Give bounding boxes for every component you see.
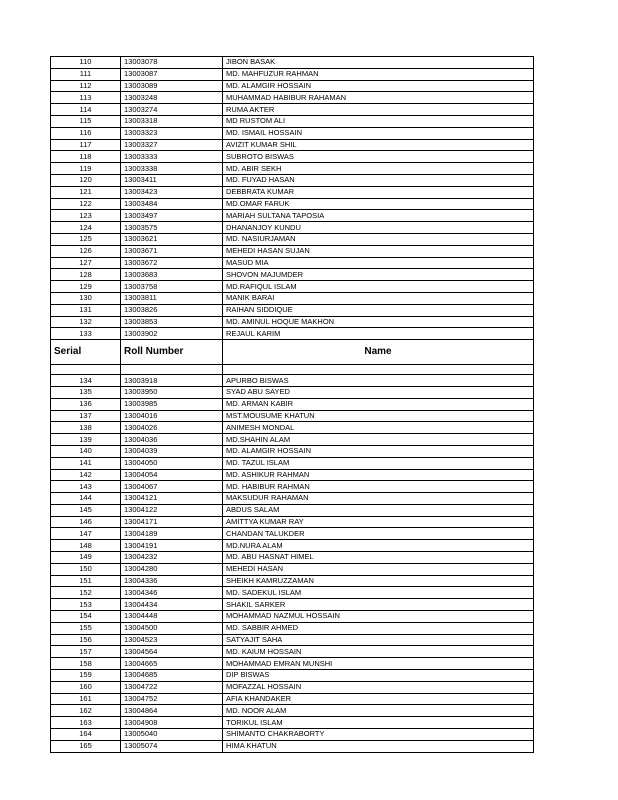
name-cell: MD. AMINUL HOQUE MAKHON bbox=[223, 316, 534, 328]
name-cell: SYAD ABU SAYED bbox=[223, 386, 534, 398]
table-row bbox=[51, 504, 534, 516]
roll-number-cell: 13004232 bbox=[121, 552, 223, 564]
spacer-row bbox=[51, 365, 534, 375]
table-row bbox=[51, 139, 534, 151]
serial-cell: 150 bbox=[51, 563, 121, 575]
name-cell: MD.OMAR FARUK bbox=[223, 198, 534, 210]
roll-number-cell: 13003497 bbox=[121, 210, 223, 222]
name-cell: MUHAMMAD HABIBUR RAHAMAN bbox=[223, 92, 534, 104]
roll-number-cell: 13003918 bbox=[121, 375, 223, 387]
table-row bbox=[51, 304, 534, 316]
name-cell: AMITTYA KUMAR RAY bbox=[223, 516, 534, 528]
serial-cell: 112 bbox=[51, 80, 121, 92]
serial-cell: 129 bbox=[51, 281, 121, 293]
table-row bbox=[51, 622, 534, 634]
serial-cell: 153 bbox=[51, 599, 121, 611]
serial-cell: 141 bbox=[51, 457, 121, 469]
table-row bbox=[51, 386, 534, 398]
table-row bbox=[51, 422, 534, 434]
spacer-cell bbox=[223, 365, 534, 375]
serial-cell: 151 bbox=[51, 575, 121, 587]
roll-number-cell: 13004039 bbox=[121, 445, 223, 457]
name-cell: MEHEDI HASAN bbox=[223, 563, 534, 575]
roster-table bbox=[50, 56, 534, 753]
name-cell: MD.SHAHIN ALAM bbox=[223, 434, 534, 446]
name-cell: MD. ALAMGIR HOSSAIN bbox=[223, 445, 534, 457]
table-row bbox=[51, 57, 534, 69]
roll-number-cell: 13004434 bbox=[121, 599, 223, 611]
table-row bbox=[51, 245, 534, 257]
roll-number-cell: 13003621 bbox=[121, 233, 223, 245]
header-name: Name bbox=[223, 340, 534, 365]
roll-number-cell: 13004336 bbox=[121, 575, 223, 587]
table-row bbox=[51, 104, 534, 116]
table-row bbox=[51, 281, 534, 293]
name-cell: MOFAZZAL HOSSAIN bbox=[223, 681, 534, 693]
name-cell: MD. ABU HASNAT HIMEL bbox=[223, 552, 534, 564]
name-cell: CHANDAN TALUKDER bbox=[223, 528, 534, 540]
name-cell: SHEIKH KAMRUZZAMAN bbox=[223, 575, 534, 587]
serial-cell: 113 bbox=[51, 92, 121, 104]
table-row bbox=[51, 92, 534, 104]
serial-cell: 149 bbox=[51, 552, 121, 564]
serial-cell: 136 bbox=[51, 398, 121, 410]
roll-number-cell: 13003758 bbox=[121, 281, 223, 293]
name-cell: AFIA KHANDAKER bbox=[223, 693, 534, 705]
serial-cell: 152 bbox=[51, 587, 121, 599]
serial-cell: 155 bbox=[51, 622, 121, 634]
serial-cell: 145 bbox=[51, 504, 121, 516]
table-row bbox=[51, 375, 534, 387]
serial-cell: 148 bbox=[51, 540, 121, 552]
table-row bbox=[51, 410, 534, 422]
table-row bbox=[51, 127, 534, 139]
serial-cell: 163 bbox=[51, 717, 121, 729]
serial-cell: 158 bbox=[51, 658, 121, 670]
name-cell: SHAKIL SARKER bbox=[223, 599, 534, 611]
roll-number-cell: 13003853 bbox=[121, 316, 223, 328]
serial-cell: 123 bbox=[51, 210, 121, 222]
name-cell: MD. KAIUM HOSSAIN bbox=[223, 646, 534, 658]
roll-number-cell: 13004500 bbox=[121, 622, 223, 634]
roll-number-cell: 13003985 bbox=[121, 398, 223, 410]
name-cell: MARIAH SULTANA TAPOSIA bbox=[223, 210, 534, 222]
name-cell: REJAUL KARIM bbox=[223, 328, 534, 340]
table-row bbox=[51, 186, 534, 198]
roll-number-cell: 13004067 bbox=[121, 481, 223, 493]
table-row bbox=[51, 163, 534, 175]
name-cell: MD.RAFIQUL ISLAM bbox=[223, 281, 534, 293]
roll-number-cell: 13003950 bbox=[121, 386, 223, 398]
name-cell: SHIMANTO CHAKRABORTY bbox=[223, 729, 534, 741]
roll-number-cell: 13004191 bbox=[121, 540, 223, 552]
roll-number-cell: 13003826 bbox=[121, 304, 223, 316]
table-row bbox=[51, 257, 534, 269]
name-cell: SATYAJIT SAHA bbox=[223, 634, 534, 646]
table-row bbox=[51, 587, 534, 599]
roll-number-cell: 13003327 bbox=[121, 139, 223, 151]
name-cell: MOHAMMAD NAZMUL HOSSAIN bbox=[223, 611, 534, 623]
name-cell: DEBBRATA KUMAR bbox=[223, 186, 534, 198]
serial-cell: 127 bbox=[51, 257, 121, 269]
serial-cell: 139 bbox=[51, 434, 121, 446]
table-row bbox=[51, 528, 534, 540]
serial-cell: 147 bbox=[51, 528, 121, 540]
serial-cell: 137 bbox=[51, 410, 121, 422]
table-row bbox=[51, 740, 534, 752]
table-row bbox=[51, 705, 534, 717]
roll-number-cell: 13004026 bbox=[121, 422, 223, 434]
serial-cell: 162 bbox=[51, 705, 121, 717]
roll-number-cell: 13004752 bbox=[121, 693, 223, 705]
serial-cell: 117 bbox=[51, 139, 121, 151]
serial-cell: 134 bbox=[51, 375, 121, 387]
roll-number-cell: 13004122 bbox=[121, 504, 223, 516]
name-cell: SHOVON MAJUMDER bbox=[223, 269, 534, 281]
name-cell: MD. SABBIR AHMED bbox=[223, 622, 534, 634]
table-row bbox=[51, 233, 534, 245]
table-row bbox=[51, 434, 534, 446]
name-cell: MST.MOUSUME KHATUN bbox=[223, 410, 534, 422]
roll-number-cell: 13004685 bbox=[121, 670, 223, 682]
roll-number-cell: 13004523 bbox=[121, 634, 223, 646]
table-row bbox=[51, 658, 534, 670]
table-row bbox=[51, 729, 534, 741]
name-cell: MD. FUYAD HASAN bbox=[223, 174, 534, 186]
roll-number-cell: 13003323 bbox=[121, 127, 223, 139]
name-cell: AVIZIT KUMAR SHIL bbox=[223, 139, 534, 151]
serial-cell: 119 bbox=[51, 163, 121, 175]
name-cell: MASUD MIA bbox=[223, 257, 534, 269]
roll-number-cell: 13003902 bbox=[121, 328, 223, 340]
table-row bbox=[51, 316, 534, 328]
spacer-cell bbox=[121, 365, 223, 375]
name-cell: MD. MAHFUZUR RAHMAN bbox=[223, 68, 534, 80]
table-row bbox=[51, 552, 534, 564]
serial-cell: 159 bbox=[51, 670, 121, 682]
serial-cell: 131 bbox=[51, 304, 121, 316]
roll-number-cell: 13004448 bbox=[121, 611, 223, 623]
roll-number-cell: 13004346 bbox=[121, 587, 223, 599]
serial-cell: 154 bbox=[51, 611, 121, 623]
roll-number-cell: 13004280 bbox=[121, 563, 223, 575]
serial-cell: 111 bbox=[51, 68, 121, 80]
serial-cell: 164 bbox=[51, 729, 121, 741]
serial-cell: 125 bbox=[51, 233, 121, 245]
name-cell: MD. HABIBUR RAHMAN bbox=[223, 481, 534, 493]
name-cell: MAKSUDUR RAHAMAN bbox=[223, 493, 534, 505]
table-row bbox=[51, 80, 534, 92]
name-cell: DIP BISWAS bbox=[223, 670, 534, 682]
name-cell: ABDUS SALAM bbox=[223, 504, 534, 516]
serial-cell: 130 bbox=[51, 292, 121, 304]
roll-number-cell: 13004016 bbox=[121, 410, 223, 422]
table-row bbox=[51, 445, 534, 457]
serial-cell: 156 bbox=[51, 634, 121, 646]
serial-cell: 121 bbox=[51, 186, 121, 198]
table-row bbox=[51, 151, 534, 163]
name-cell: MOHAMMAD EMRAN MUNSHI bbox=[223, 658, 534, 670]
roll-number-cell: 13004121 bbox=[121, 493, 223, 505]
name-cell: MD. TAZUL ISLAM bbox=[223, 457, 534, 469]
name-cell: RUMA AKTER bbox=[223, 104, 534, 116]
table-row bbox=[51, 563, 534, 575]
table-row bbox=[51, 599, 534, 611]
header-roll-number: Roll Number bbox=[121, 340, 223, 365]
roll-number-cell: 13003087 bbox=[121, 68, 223, 80]
table-row bbox=[51, 269, 534, 281]
name-cell: MD. NOOR ALAM bbox=[223, 705, 534, 717]
roll-number-cell: 13004564 bbox=[121, 646, 223, 658]
serial-cell: 128 bbox=[51, 269, 121, 281]
serial-cell: 115 bbox=[51, 115, 121, 127]
name-cell: MD RUSTOM ALI bbox=[223, 115, 534, 127]
table-row bbox=[51, 634, 534, 646]
roll-number-cell: 13004050 bbox=[121, 457, 223, 469]
roll-number-cell: 13003423 bbox=[121, 186, 223, 198]
table-row bbox=[51, 469, 534, 481]
table-row bbox=[51, 328, 534, 340]
name-cell: MD. ISMAIL HOSSAIN bbox=[223, 127, 534, 139]
roll-number-cell: 13005074 bbox=[121, 740, 223, 752]
roll-number-cell: 13004722 bbox=[121, 681, 223, 693]
roster-header bbox=[51, 340, 534, 375]
roll-number-cell: 13004864 bbox=[121, 705, 223, 717]
table-row bbox=[51, 611, 534, 623]
name-cell: RAIHAN SIDDIQUE bbox=[223, 304, 534, 316]
name-cell: MD. ASHIKUR RAHMAN bbox=[223, 469, 534, 481]
roll-number-cell: 13003575 bbox=[121, 222, 223, 234]
roll-number-cell: 13003671 bbox=[121, 245, 223, 257]
name-cell: MEHEDI HASAN SUJAN bbox=[223, 245, 534, 257]
table-row bbox=[51, 457, 534, 469]
serial-cell: 110 bbox=[51, 57, 121, 69]
roll-number-cell: 13003333 bbox=[121, 151, 223, 163]
table-row bbox=[51, 493, 534, 505]
serial-cell: 135 bbox=[51, 386, 121, 398]
serial-cell: 165 bbox=[51, 740, 121, 752]
roll-number-cell: 13005040 bbox=[121, 729, 223, 741]
roll-number-cell: 13003248 bbox=[121, 92, 223, 104]
name-cell: MD. NASIURJAMAN bbox=[223, 233, 534, 245]
name-cell: MD. ALAMGIR HOSSAIN bbox=[223, 80, 534, 92]
roll-number-cell: 13004665 bbox=[121, 658, 223, 670]
name-cell: MD. ABIR SEKH bbox=[223, 163, 534, 175]
table-row bbox=[51, 68, 534, 80]
roll-number-cell: 13003811 bbox=[121, 292, 223, 304]
name-cell: MD. ARMAN KABIR bbox=[223, 398, 534, 410]
table-row bbox=[51, 693, 534, 705]
serial-cell: 140 bbox=[51, 445, 121, 457]
roll-number-cell: 13003484 bbox=[121, 198, 223, 210]
serial-cell: 120 bbox=[51, 174, 121, 186]
serial-cell: 138 bbox=[51, 422, 121, 434]
table-row bbox=[51, 540, 534, 552]
name-cell: DHANANJOY KUNDU bbox=[223, 222, 534, 234]
table-row bbox=[51, 575, 534, 587]
serial-cell: 132 bbox=[51, 316, 121, 328]
table-row bbox=[51, 222, 534, 234]
header-serial: Serial bbox=[51, 340, 121, 365]
roll-number-cell: 13003683 bbox=[121, 269, 223, 281]
name-cell: MD.NURA ALAM bbox=[223, 540, 534, 552]
serial-cell: 157 bbox=[51, 646, 121, 658]
name-cell: TORIKUL ISLAM bbox=[223, 717, 534, 729]
serial-cell: 142 bbox=[51, 469, 121, 481]
roll-number-cell: 13004054 bbox=[121, 469, 223, 481]
serial-cell: 126 bbox=[51, 245, 121, 257]
roll-number-cell: 13004171 bbox=[121, 516, 223, 528]
roster-body-top bbox=[51, 57, 534, 340]
table-row bbox=[51, 198, 534, 210]
roster-body-bottom bbox=[51, 375, 534, 753]
table-row bbox=[51, 681, 534, 693]
table-row bbox=[51, 115, 534, 127]
serial-cell: 133 bbox=[51, 328, 121, 340]
spacer-cell bbox=[51, 365, 121, 375]
name-cell: JIBON BASAK bbox=[223, 57, 534, 69]
serial-cell: 143 bbox=[51, 481, 121, 493]
serial-cell: 122 bbox=[51, 198, 121, 210]
header-row bbox=[51, 340, 534, 365]
roll-number-cell: 13003274 bbox=[121, 104, 223, 116]
roll-number-cell: 13003078 bbox=[121, 57, 223, 69]
serial-cell: 116 bbox=[51, 127, 121, 139]
name-cell: MD. SADEKUL ISLAM bbox=[223, 587, 534, 599]
roll-number-cell: 13003338 bbox=[121, 163, 223, 175]
table-row bbox=[51, 646, 534, 658]
table-row bbox=[51, 210, 534, 222]
table-row bbox=[51, 516, 534, 528]
table-row bbox=[51, 292, 534, 304]
roll-number-cell: 13003318 bbox=[121, 115, 223, 127]
roll-number-cell: 13004036 bbox=[121, 434, 223, 446]
serial-cell: 144 bbox=[51, 493, 121, 505]
name-cell: MANIK BARAI bbox=[223, 292, 534, 304]
serial-cell: 124 bbox=[51, 222, 121, 234]
serial-cell: 114 bbox=[51, 104, 121, 116]
roll-number-cell: 13003672 bbox=[121, 257, 223, 269]
table-row bbox=[51, 398, 534, 410]
table-row bbox=[51, 481, 534, 493]
name-cell: SUBROTO BISWAS bbox=[223, 151, 534, 163]
serial-cell: 160 bbox=[51, 681, 121, 693]
table-row bbox=[51, 670, 534, 682]
roll-number-cell: 13003411 bbox=[121, 174, 223, 186]
name-cell: APURBO BISWAS bbox=[223, 375, 534, 387]
table-row bbox=[51, 717, 534, 729]
name-cell: HIMA KHATUN bbox=[223, 740, 534, 752]
serial-cell: 146 bbox=[51, 516, 121, 528]
table-row bbox=[51, 174, 534, 186]
roll-number-cell: 13004189 bbox=[121, 528, 223, 540]
roll-number-cell: 13003089 bbox=[121, 80, 223, 92]
name-cell: ANIMESH MONDAL bbox=[223, 422, 534, 434]
roll-number-cell: 13004908 bbox=[121, 717, 223, 729]
serial-cell: 118 bbox=[51, 151, 121, 163]
serial-cell: 161 bbox=[51, 693, 121, 705]
